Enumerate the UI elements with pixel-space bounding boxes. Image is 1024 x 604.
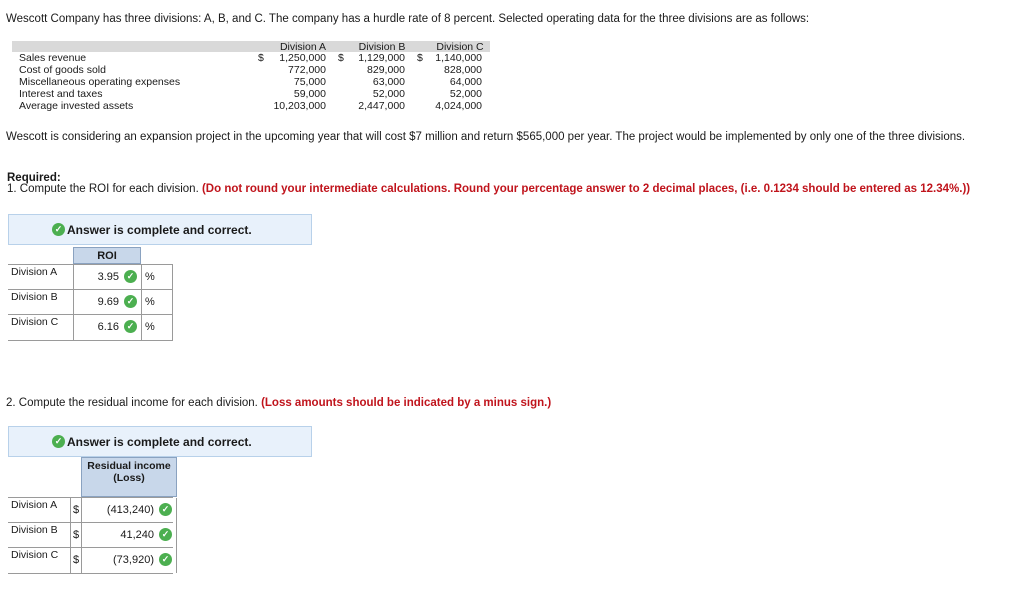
table-row	[8, 289, 173, 315]
currency-sign: $	[338, 52, 344, 64]
operating-data-table	[12, 41, 490, 113]
answer-status-banner	[8, 214, 312, 245]
percent-unit: %	[141, 315, 173, 340]
division-label: Division B	[11, 524, 58, 536]
table-row	[8, 547, 173, 574]
check-circle-icon: ✓	[124, 270, 137, 283]
roi-value: 3.95	[97, 271, 119, 283]
value-c: 4,024,000	[435, 100, 482, 112]
percent-unit: %	[141, 265, 173, 290]
value-b: 2,447,000	[358, 100, 405, 112]
value-a: 10,203,000	[273, 100, 326, 112]
check-circle-icon: ✓	[159, 528, 172, 541]
answer-status-text: Answer is complete and correct.	[67, 435, 252, 449]
check-circle-icon: ✓	[159, 503, 172, 516]
residual-income-input-cell[interactable]	[81, 523, 177, 548]
currency-sign: $	[70, 523, 81, 548]
header-division-c: Division C	[436, 41, 484, 53]
value-a: 75,000	[293, 76, 326, 88]
value-a: 772,000	[288, 64, 326, 76]
question-1-text: 1. Compute the ROI for each division.	[7, 183, 199, 195]
value-b: 829,000	[367, 64, 405, 76]
roi-input-cell[interactable]	[73, 290, 141, 315]
percent-unit: %	[141, 290, 173, 315]
check-circle-icon: ✓	[124, 295, 137, 308]
value-b: 52,000	[372, 88, 405, 100]
residual-income-value: 41,240	[120, 529, 154, 541]
roi-value: 9.69	[97, 296, 119, 308]
row-label: Average invested assets	[19, 100, 134, 112]
row-label: Sales revenue	[19, 52, 87, 64]
value-c: 828,000	[444, 64, 482, 76]
row-label: Interest and taxes	[19, 88, 103, 100]
roi-column-header: ROI	[73, 247, 141, 264]
residual-income-value: (413,240)	[106, 504, 154, 516]
value-b: 63,000	[372, 76, 405, 88]
row-label: Cost of goods sold	[19, 64, 106, 76]
residual-income-input-cell[interactable]	[81, 548, 177, 573]
currency-sign: $	[417, 52, 423, 64]
roi-answer-table	[8, 247, 173, 343]
currency-sign: $	[70, 498, 81, 523]
roi-input-cell[interactable]	[73, 265, 141, 290]
check-circle-icon: ✓	[159, 553, 172, 566]
value-c: 52,000	[449, 88, 482, 100]
required-heading: Required:	[7, 172, 61, 184]
question-2-text: 2. Compute the residual income for each division.	[6, 397, 258, 409]
check-circle-icon: ✓	[124, 320, 137, 333]
residual-income-column-header: Residual income (Loss)	[81, 457, 177, 497]
header-division-a: Division A	[279, 41, 327, 53]
currency-sign: $	[258, 52, 264, 64]
value-a: 59,000	[293, 88, 326, 100]
value-b: 1,129,000	[358, 52, 405, 64]
question-1-instruction: (Do not round your intermediate calculations. Round your percentage answer to 2 decimal places, (i.e. 0.1234 should be entered as 12.34%.))	[201, 183, 971, 195]
row-label: Miscellaneous operating expenses	[19, 76, 181, 88]
division-label: Division B	[11, 291, 58, 303]
answer-status-banner	[8, 426, 312, 457]
value-a: 1,250,000	[279, 52, 326, 64]
table-row	[8, 497, 173, 523]
check-circle-icon: ✓	[52, 223, 65, 236]
question-2-instruction: (Loss amounts should be indicated by a minus sign.)	[261, 397, 552, 409]
value-c: 1,140,000	[435, 52, 482, 64]
division-label: Division A	[11, 499, 58, 511]
roi-value: 6.16	[97, 321, 119, 333]
roi-input-cell[interactable]	[73, 315, 141, 340]
answer-status-text: Answer is complete and correct.	[67, 223, 252, 237]
residual-income-table	[8, 457, 173, 574]
check-circle-icon: ✓	[52, 435, 65, 448]
table-row	[8, 522, 173, 548]
value-c: 64,000	[449, 76, 482, 88]
residual-income-input-cell[interactable]	[81, 498, 177, 523]
question-1	[7, 183, 970, 195]
division-label: Division C	[11, 549, 59, 561]
table-row	[8, 314, 173, 341]
division-label: Division C	[11, 316, 59, 328]
project-description: Wescott is considering an expansion project in the upcoming year that will cost $7 million and return $565,000 per year. The project would be implemented by only one of the three divisions.	[6, 131, 966, 143]
question-2	[6, 397, 551, 409]
currency-sign: $	[70, 548, 81, 573]
residual-income-value: (73,920)	[113, 554, 154, 566]
header-division-b: Division B	[358, 41, 406, 53]
intro-text: Wescott Company has three divisions: A, B, and C. The company has a hurdle rate of 8 percent. Selected operating data for the three divisions are as follows:	[6, 13, 810, 25]
division-label: Division A	[11, 266, 58, 278]
table-row	[8, 264, 173, 290]
